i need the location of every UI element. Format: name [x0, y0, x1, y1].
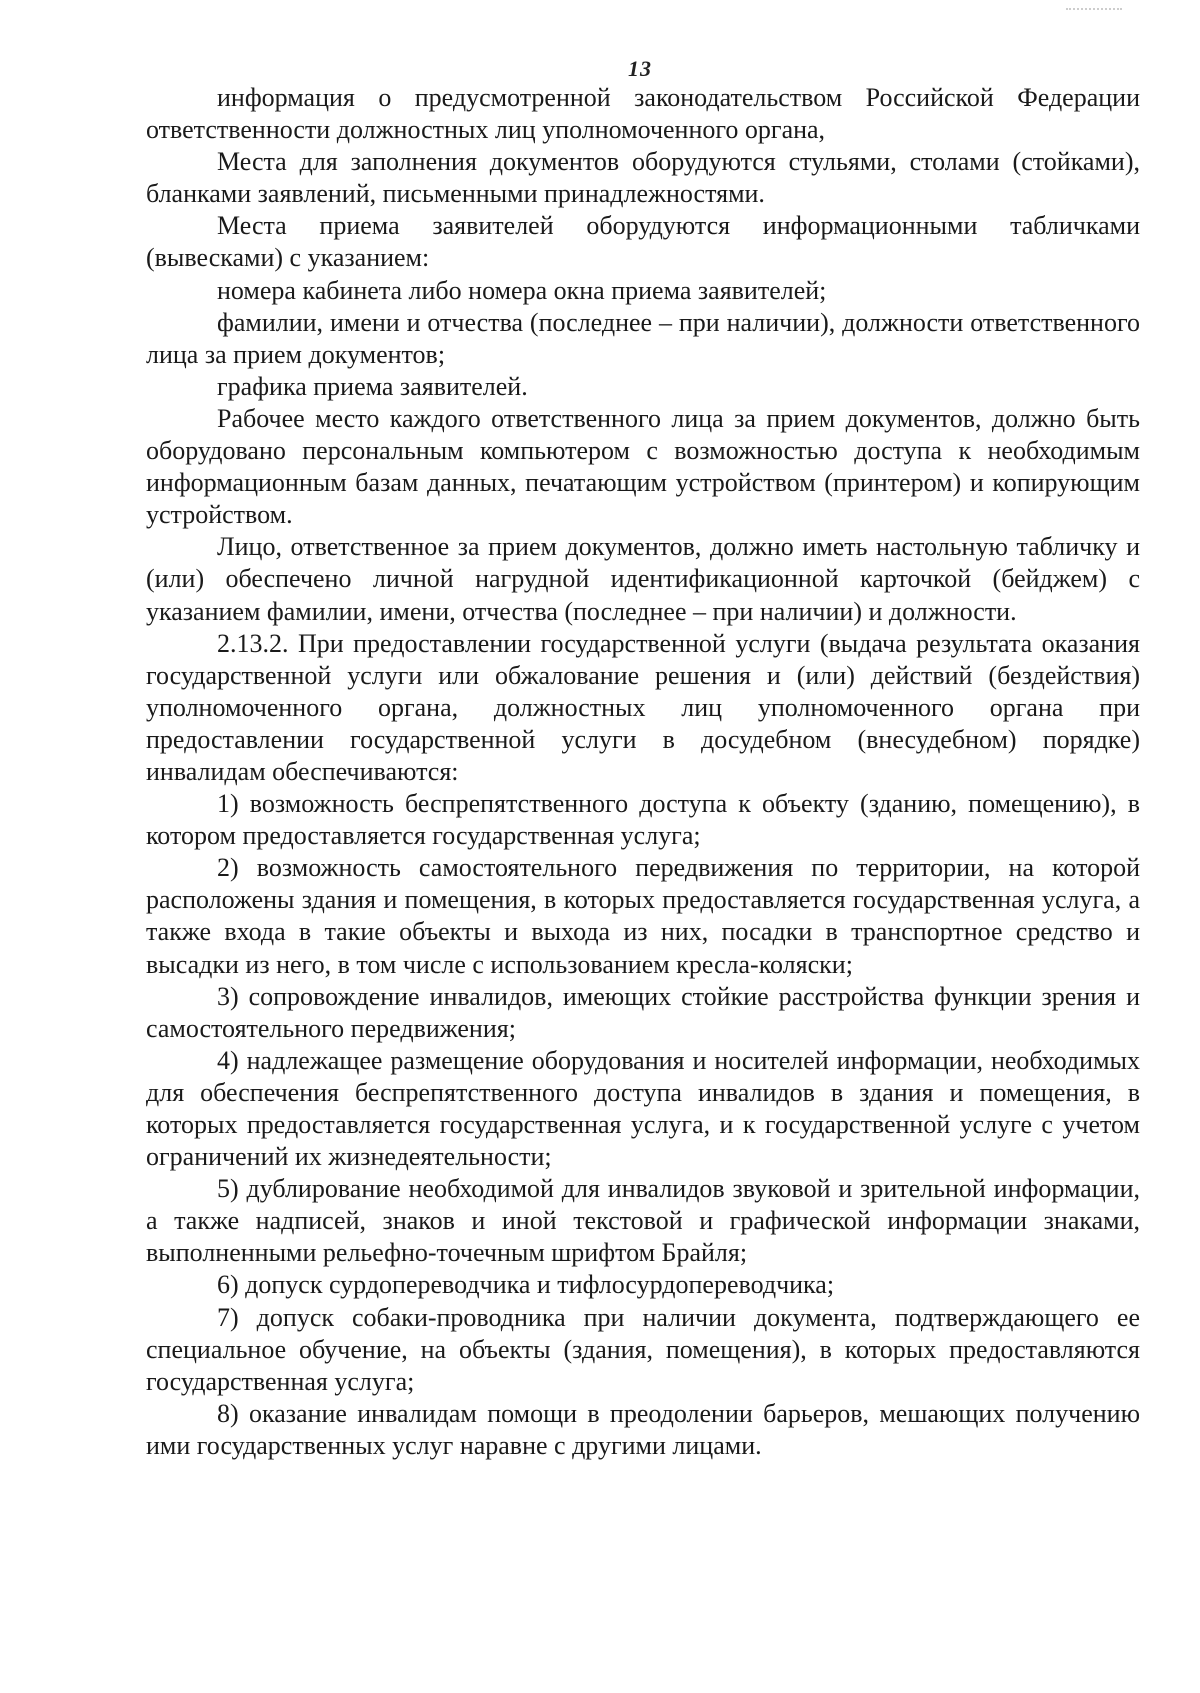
paragraph-reception-schedule: графика приема заявителей. [217, 371, 528, 401]
list-item-6: 6) допуск сурдопереводчика и тифлосурдопереводчика; [217, 1270, 835, 1300]
list-item-1: 1) возможность беспрепятственного доступа к объекту (зданию, помещению), в котором предоставляется государственная услуга; [146, 789, 1140, 851]
list-item-5: 5) дублирование необходимой для инвалидов звуковой и зрительной информации, а также надписей, знаков и иной текстовой и графической информации знаками, выполненными рельефно-точечным шрифтом Брайля; [146, 1174, 1140, 1268]
paragraph-filling-places: Места для заполнения документов оборудуются стульями, столами (стойками), бланками заявлений, письменными принадлежностями. [146, 147, 1140, 209]
paragraph-section-2-13-2: 2.13.2. При предоставлении государственной услуги (выдача результата оказания государственной услуги или обжалование решения и (или) действий (бездействия) уполномоченного органа, должностных лиц уполномоченного органа при предоставлении государственной услуги в досудебном (внесудебном) порядке) инвалидам обеспечиваются: [146, 628, 1140, 786]
list-item-2: 2) возможность самостоятельного передвижения по территории, на которой расположены здания и помещения, в которых предоставляется государственная услуга, а также входа в такие объекты и выхода из них, посадки в транспортное средство и высадки из него, в том числе с использованием кресла-коляски; [146, 853, 1140, 979]
document-body [146, 82, 1140, 1462]
paragraph-badge: Лицо, ответственное за прием документов, должно иметь настольную табличку и (или) обеспечено личной нагрудной идентификационной карточкой (бейджем) с указанием фамилии, имени, отчества (последнее – при наличии) и должности. [146, 532, 1140, 626]
paragraph-workplace: Рабочее место каждого ответственного лица за прием документов, должно быть оборудовано персональным компьютером с возможностью доступа к необходимым информационным базам данных, печатающим устройством (принтером) и копирующим устройством. [146, 403, 1140, 530]
paragraph-reception-places: Места приема заявителей оборудуются информационными табличками (вывесками) с указанием: [146, 211, 1140, 273]
page-number: 13 [628, 56, 652, 81]
list-item-4: 4) надлежащее размещение оборудования и носителей информации, необходимых для обеспечения беспрепятственного доступа инвалидов в здания и помещения, в которых предоставляется государственная услуга, и к государственной услуге с учетом ограничений их жизнедеятельности; [146, 1045, 1140, 1172]
paragraph-liability-info: информация о предусмотренной законодательством Российской Федерации ответственности должностных лиц уполномоченного органа, [146, 83, 1140, 145]
scan-corner-mark [1066, 0, 1122, 10]
list-item-7: 7) допуск собаки-проводника при наличии документа, подтверждающего ее специальное обучение, на объекты (здания, помещения), в которых предоставляются государственная услуга; [146, 1302, 1140, 1396]
list-item-3: 3) сопровождение инвалидов, имеющих стойкие расстройства функции зрения и самостоятельного передвижения; [146, 981, 1140, 1043]
list-item-8: 8) оказание инвалидам помощи в преодолении барьеров, мешающих получению ими государственных услуг наравне с другими лицами. [146, 1398, 1140, 1460]
paragraph-responsible-person: фамилии, имени и отчества (последнее – при наличии), должности ответственного лица за прием документов; [146, 307, 1140, 369]
paragraph-office-number: номера кабинета либо номера окна приема заявителей; [217, 275, 827, 305]
